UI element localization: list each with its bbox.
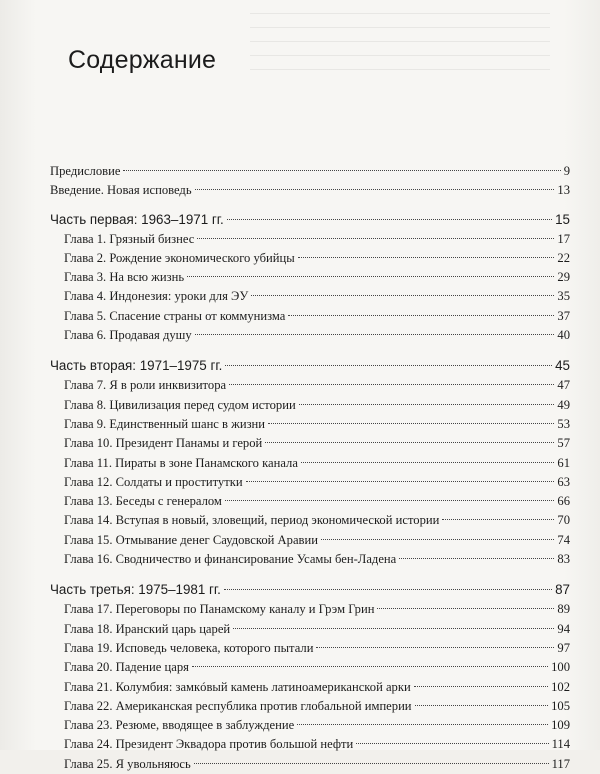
dot-leader <box>321 539 554 540</box>
dot-leader <box>197 238 554 239</box>
toc-chapter-entry <box>50 307 570 326</box>
toc-chapter-entry-page-number: 17 <box>557 231 570 246</box>
dot-leader <box>192 666 548 667</box>
toc-chapter-entry-label: Глава 7. Я в роли инквизитора <box>64 378 227 393</box>
toc-front-entry-page-number: 9 <box>563 164 570 178</box>
toc-chapter-entry-label: Глава 15. Отмывание денег Саудовской Аравии <box>64 532 318 547</box>
toc-chapter-entry-label: Глава 20. Падение царя <box>64 660 189 675</box>
toc-chapter-entry-label: Глава 16. Сводничество и финансирование Усамы бен-Ладена <box>64 552 397 567</box>
dot-leader <box>224 589 552 590</box>
toc-chapter-entry-label: Глава 8. Цивилизация перед судом истории <box>64 397 296 412</box>
dot-leader <box>399 558 554 559</box>
dot-leader <box>187 276 554 277</box>
toc-part-entry-page-number: 45 <box>555 358 570 374</box>
toc-chapter-entry-label: Глава 24. Президент Эквадора против большой нефти <box>64 737 354 752</box>
toc-chapter-entry-label: Глава 4. Индонезия: уроки для ЭУ <box>64 289 249 304</box>
toc-chapter-entry-page-number: 47 <box>557 378 570 393</box>
dot-leader <box>194 763 549 764</box>
dot-leader <box>377 608 554 609</box>
dot-leader <box>265 442 554 443</box>
dot-leader <box>414 686 548 687</box>
toc-chapter-entry-page-number: 35 <box>557 289 570 304</box>
toc-chapter-entry-label: Глава 9. Единственный шанс в жизни <box>64 416 266 431</box>
toc-chapter-entry-page-number: 57 <box>557 436 570 451</box>
toc-chapter-entry-label: Глава 23. Резюме, вводящее в заблуждение <box>64 718 295 733</box>
toc-chapter-entry-label: Глава 14. Вступая в новый, зловещий, период экономической истории <box>64 513 440 528</box>
toc-chapter-entry-label: Глава 25. Я увольняюсь <box>64 756 191 771</box>
toc-chapter-entry <box>50 326 570 345</box>
toc-chapter-entry-page-number: 102 <box>551 679 570 694</box>
toc-chapter-entry-page-number: 37 <box>557 308 570 323</box>
toc-front-entry-page-number: 13 <box>557 183 570 198</box>
toc-chapter-entry <box>50 511 570 530</box>
toc-chapter-entry-page-number: 94 <box>557 621 570 636</box>
toc-chapter-entry <box>50 396 570 415</box>
toc-part-entry-label: Часть первая: 1963–1971 гг. <box>50 211 224 227</box>
toc-chapter-entry-label: Глава 3. На всю жизнь <box>64 270 185 285</box>
toc-chapter-entry <box>50 600 570 619</box>
dot-leader <box>195 334 555 335</box>
toc-chapter-entry <box>50 735 570 754</box>
toc-front-entry-label: Предисловие <box>50 164 121 178</box>
toc-chapter-entry <box>50 473 570 492</box>
toc-chapter-entry-page-number: 74 <box>557 532 570 547</box>
toc-front-entry <box>50 162 570 181</box>
toc-chapter-entry <box>50 434 570 453</box>
dot-leader <box>301 462 555 463</box>
toc-chapter-entry-page-number: 100 <box>551 660 570 675</box>
toc-part-entry <box>50 579 570 600</box>
toc-chapter-entry <box>50 230 570 249</box>
toc-chapter-entry-page-number: 70 <box>557 513 570 528</box>
toc-chapter-entry <box>50 697 570 716</box>
toc-chapter-entry-page-number: 22 <box>557 250 570 265</box>
toc-chapter-entry <box>50 639 570 658</box>
toc-chapter-entry-label: Глава 10. Президент Панамы и герой <box>64 436 263 451</box>
dot-leader <box>356 743 548 744</box>
toc-chapter-entry <box>50 620 570 639</box>
page-title: Содержание <box>68 46 217 74</box>
toc-chapter-entry-page-number: 109 <box>551 718 570 733</box>
toc-chapter-entry <box>50 658 570 677</box>
toc-chapter-entry-label: Глава 5. Спасение страны от коммунизма <box>64 308 286 323</box>
toc-chapter-entry-page-number: 97 <box>557 640 570 655</box>
dot-leader <box>316 647 554 648</box>
dot-leader <box>246 481 555 482</box>
dot-leader <box>251 295 554 296</box>
toc-chapter-entry-label: Глава 21. Колумбия: замкóвый камень латиноамериканской арки <box>64 679 411 694</box>
dot-leader <box>225 500 555 501</box>
toc-part-entry-page-number: 15 <box>555 211 570 227</box>
toc-part-entry-page-number: 87 <box>555 582 570 598</box>
show-through-text <box>250 10 550 70</box>
dot-leader <box>227 219 552 220</box>
toc-chapter-entry-page-number: 83 <box>557 552 570 567</box>
toc-chapter-entry-label: Глава 12. Солдаты и проститутки <box>64 474 243 489</box>
dot-leader <box>288 315 554 316</box>
toc-chapter-entry-label: Глава 19. Исповедь человека, которого пытали <box>64 640 314 655</box>
table-of-contents <box>50 162 570 774</box>
toc-chapter-entry <box>50 454 570 473</box>
dot-leader <box>298 257 555 258</box>
toc-chapter-entry-label: Глава 13. Беседы с генералом <box>64 494 222 509</box>
toc-chapter-entry-label: Глава 22. Американская республика против глобальной империи <box>64 698 412 713</box>
toc-chapter-entry-label: Глава 2. Рождение экономического убийцы <box>64 250 295 265</box>
toc-chapter-entry-page-number: 53 <box>557 416 570 431</box>
toc-chapter-entry <box>50 415 570 434</box>
toc-chapter-entry-page-number: 40 <box>557 328 570 343</box>
toc-chapter-entry-label: Глава 6. Продавая душу <box>64 328 192 343</box>
dot-leader <box>225 365 552 366</box>
toc-chapter-entry <box>50 716 570 735</box>
toc-chapter-entry-page-number: 105 <box>551 698 570 713</box>
dot-leader <box>297 724 548 725</box>
toc-chapter-entry <box>50 287 570 306</box>
toc-chapter-entry-page-number: 61 <box>557 455 570 470</box>
toc-chapter-entry-page-number: 49 <box>557 397 570 412</box>
toc-chapter-entry <box>50 268 570 287</box>
toc-chapter-entry-label: Глава 17. Переговоры по Панамскому каналу и Грэм Грин <box>64 602 375 617</box>
dot-leader <box>415 705 549 706</box>
dot-leader <box>442 519 554 520</box>
dot-leader <box>268 423 554 424</box>
toc-chapter-entry-page-number: 114 <box>551 737 570 752</box>
dot-leader <box>229 384 554 385</box>
toc-chapter-entry <box>50 531 570 550</box>
toc-front-entry <box>50 181 570 200</box>
toc-part-entry-label: Часть третья: 1975–1981 гг. <box>50 582 221 598</box>
toc-chapter-entry <box>50 249 570 268</box>
toc-chapter-entry <box>50 376 570 395</box>
toc-chapter-entry <box>50 678 570 697</box>
toc-chapter-entry <box>50 492 570 511</box>
dot-leader <box>123 170 560 171</box>
dot-leader <box>195 189 555 190</box>
toc-chapter-entry-page-number: 66 <box>557 494 570 509</box>
toc-front-entry-label: Введение. Новая исповедь <box>50 183 192 198</box>
toc-chapter-entry-label: Глава 11. Пираты в зоне Панамского канала <box>64 455 298 470</box>
toc-part-entry <box>50 355 570 376</box>
toc-chapter-entry-label: Глава 1. Грязный бизнес <box>64 231 195 246</box>
toc-chapter-entry <box>50 550 570 569</box>
dot-leader <box>299 404 555 405</box>
toc-chapter-entry-label: Глава 18. Иранский царь царей <box>64 621 231 636</box>
toc-chapter-entry <box>50 755 570 774</box>
toc-part-entry <box>50 209 570 230</box>
toc-chapter-entry-page-number: 89 <box>557 602 570 617</box>
dot-leader <box>233 628 554 629</box>
toc-chapter-entry-page-number: 117 <box>551 756 570 771</box>
toc-chapter-entry-page-number: 63 <box>557 474 570 489</box>
toc-part-entry-label: Часть вторая: 1971–1975 гг. <box>50 358 223 374</box>
toc-chapter-entry-page-number: 29 <box>557 270 570 285</box>
